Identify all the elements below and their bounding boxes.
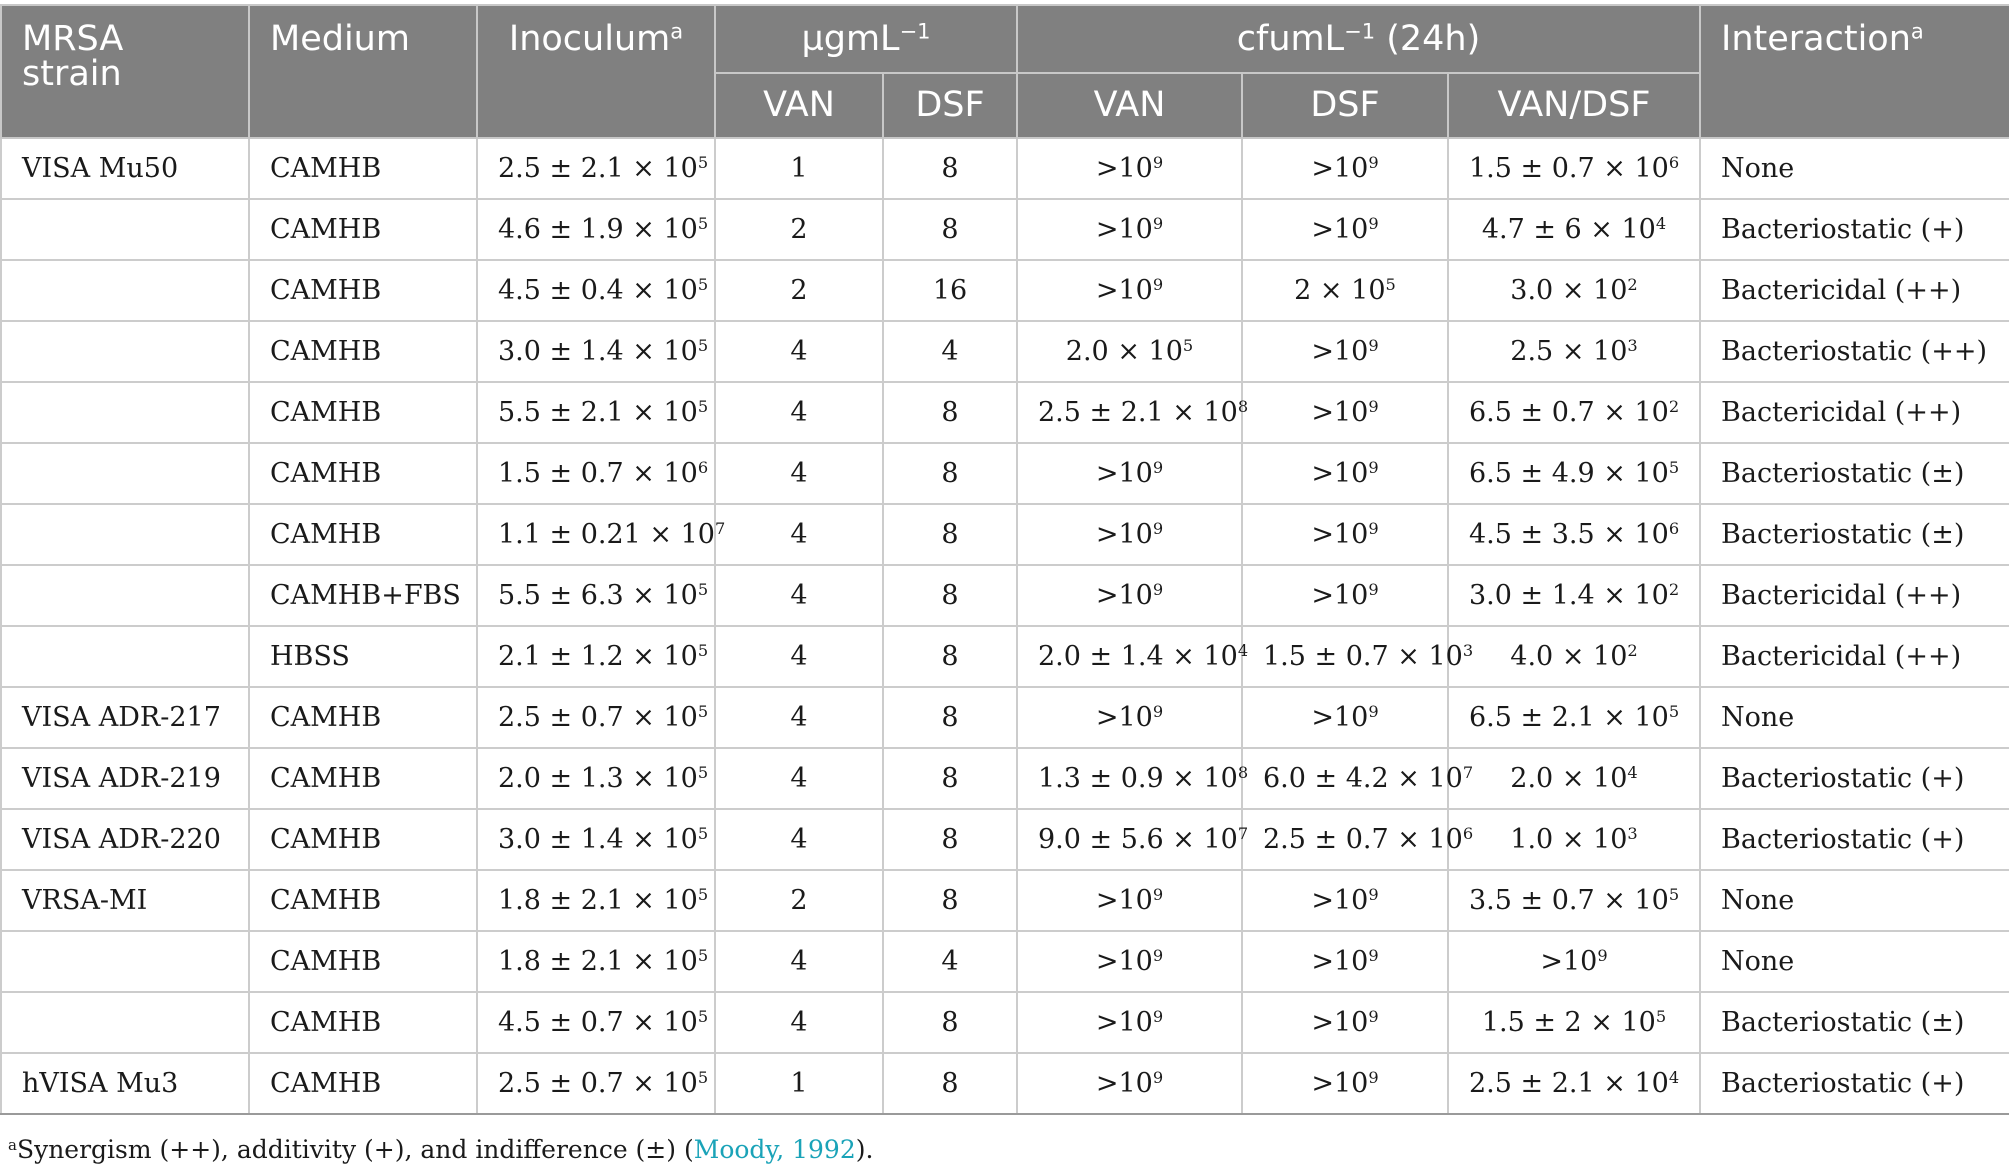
cell-van-cfu: $>10^9$ <box>1017 931 1242 992</box>
cell-medium: CAMHB+FBS <box>249 565 477 626</box>
cell-dsf-conc: 8 <box>883 199 1017 260</box>
cell-medium: CAMHB <box>249 260 477 321</box>
cell-inoculum: $2.5 \pm 0.7 \times 10^5$ <box>477 687 715 748</box>
table-footnote <box>8 1135 873 1164</box>
cell-inoculum: $1.8 \pm 2.1 \times 10^5$ <box>477 870 715 931</box>
cell-medium: CAMHB <box>249 748 477 809</box>
cell-combo-cfu: $>10^9$ <box>1448 931 1700 992</box>
footnote-marker: a <box>8 1135 17 1154</box>
cell-strain <box>1 260 249 321</box>
cell-strain <box>1 565 249 626</box>
cell-van-conc: 4 <box>715 626 883 687</box>
cell-medium: CAMHB <box>249 443 477 504</box>
table-body <box>1 138 2009 1114</box>
cell-interaction: Bactericidal (++) <box>1700 260 2009 321</box>
cell-inoculum: $1.8 \pm 2.1 \times 10^5$ <box>477 931 715 992</box>
cell-interaction: Bactericidal (++) <box>1700 565 2009 626</box>
cell-dsf-cfu: $>10^9$ <box>1242 687 1448 748</box>
cell-dsf-cfu: $>10^9$ <box>1242 992 1448 1053</box>
cell-van-cfu: $1.3 \pm 0.9 \times 10^8$ <box>1017 748 1242 809</box>
cell-combo-cfu: $3.0 \pm 1.4 \times 10^2$ <box>1448 565 1700 626</box>
table-row <box>1 748 2009 809</box>
cell-inoculum: $4.5 \pm 0.7 \times 10^5$ <box>477 992 715 1053</box>
cell-strain: VISA Mu50 <box>1 138 249 199</box>
cell-interaction: Bacteriostatic (+) <box>1700 199 2009 260</box>
cell-dsf-conc: 4 <box>883 931 1017 992</box>
cell-medium: CAMHB <box>249 504 477 565</box>
cell-dsf-cfu: $1.5 \pm 0.7 \times 10^3$ <box>1242 626 1448 687</box>
col-header-van-cfu: VAN <box>1017 73 1242 138</box>
cell-dsf-conc: 8 <box>883 687 1017 748</box>
cell-strain <box>1 199 249 260</box>
table-row <box>1 931 2009 992</box>
table-row <box>1 626 2009 687</box>
cell-strain: VRSA-MI <box>1 870 249 931</box>
cell-strain: VISA ADR-217 <box>1 687 249 748</box>
cell-dsf-conc: 8 <box>883 748 1017 809</box>
cell-van-cfu: $2.0 \times 10^5$ <box>1017 321 1242 382</box>
cell-combo-cfu: $2.0 \times 10^4$ <box>1448 748 1700 809</box>
cell-dsf-conc: 8 <box>883 1053 1017 1114</box>
cell-interaction: Bacteriostatic (+) <box>1700 748 2009 809</box>
cell-van-conc: 4 <box>715 565 883 626</box>
table-header <box>1 5 2009 138</box>
table-row <box>1 321 2009 382</box>
col-header-strain: MRSA strain <box>1 5 249 138</box>
col-group-concentration: µgmL$^{-1}$ <box>715 5 1017 73</box>
table-row <box>1 565 2009 626</box>
cell-van-cfu: $>10^9$ <box>1017 1053 1242 1114</box>
cell-dsf-cfu: $>10^9$ <box>1242 138 1448 199</box>
cell-van-cfu: $>10^9$ <box>1017 443 1242 504</box>
cell-van-conc: 1 <box>715 1053 883 1114</box>
cell-van-cfu: $>10^9$ <box>1017 199 1242 260</box>
cell-dsf-cfu: $2.5 \pm 0.7 \times 10^6$ <box>1242 809 1448 870</box>
cell-dsf-cfu: $>10^9$ <box>1242 321 1448 382</box>
cell-dsf-cfu: $2 \times 10^5$ <box>1242 260 1448 321</box>
cell-inoculum: $2.0 \pm 1.3 \times 10^5$ <box>477 748 715 809</box>
cell-medium: HBSS <box>249 626 477 687</box>
col-group-cfu: cfumL$^{-1}$ (24h) <box>1017 5 1700 73</box>
cell-interaction: Bactericidal (++) <box>1700 382 2009 443</box>
table-row <box>1 260 2009 321</box>
cell-van-conc: 4 <box>715 992 883 1053</box>
table-row <box>1 992 2009 1053</box>
cell-dsf-conc: 8 <box>883 992 1017 1053</box>
cell-combo-cfu: $2.5 \times 10^3$ <box>1448 321 1700 382</box>
cell-medium: CAMHB <box>249 199 477 260</box>
cell-van-conc: 4 <box>715 809 883 870</box>
cell-strain <box>1 626 249 687</box>
cell-van-conc: 4 <box>715 687 883 748</box>
table-row <box>1 443 2009 504</box>
cell-van-conc: 2 <box>715 870 883 931</box>
cell-medium: CAMHB <box>249 931 477 992</box>
cell-dsf-conc: 8 <box>883 870 1017 931</box>
cell-interaction: None <box>1700 687 2009 748</box>
table-row <box>1 809 2009 870</box>
cell-interaction: None <box>1700 870 2009 931</box>
cell-interaction: Bacteriostatic (+) <box>1700 809 2009 870</box>
cell-interaction: Bacteriostatic (±) <box>1700 443 2009 504</box>
cell-dsf-conc: 8 <box>883 565 1017 626</box>
table-row <box>1 504 2009 565</box>
cell-inoculum: $1.5 \pm 0.7 \times 10^6$ <box>477 443 715 504</box>
table-row <box>1 138 2009 199</box>
cell-inoculum: $2.1 \pm 1.2 \times 10^5$ <box>477 626 715 687</box>
cell-interaction: Bacteriostatic (+) <box>1700 1053 2009 1114</box>
cell-combo-cfu: $3.0 \times 10^2$ <box>1448 260 1700 321</box>
cell-interaction: Bacteriostatic (±) <box>1700 504 2009 565</box>
table-row <box>1 382 2009 443</box>
cell-van-cfu: $>10^9$ <box>1017 687 1242 748</box>
col-header-dsf-cfu: DSF <box>1242 73 1448 138</box>
cell-van-cfu: $2.5 \pm 2.1 \times 10^8$ <box>1017 382 1242 443</box>
cell-van-conc: 4 <box>715 504 883 565</box>
cell-combo-cfu: $6.5 \pm 0.7 \times 10^2$ <box>1448 382 1700 443</box>
cell-combo-cfu: $6.5 \pm 2.1 \times 10^5$ <box>1448 687 1700 748</box>
cell-combo-cfu: $1.5 \pm 2 \times 10^5$ <box>1448 992 1700 1053</box>
cell-inoculum: $5.5 \pm 2.1 \times 10^5$ <box>477 382 715 443</box>
cell-medium: CAMHB <box>249 992 477 1053</box>
cell-dsf-cfu: $6.0 \pm 4.2 \times 10^7$ <box>1242 748 1448 809</box>
footnote-end: ). <box>855 1135 874 1164</box>
cell-medium: CAMHB <box>249 138 477 199</box>
cell-van-conc: 4 <box>715 748 883 809</box>
table-row <box>1 199 2009 260</box>
cell-dsf-cfu: $>10^9$ <box>1242 565 1448 626</box>
cell-medium: CAMHB <box>249 870 477 931</box>
cell-interaction: Bacteriostatic (±) <box>1700 992 2009 1053</box>
cell-strain <box>1 443 249 504</box>
cell-van-cfu: $>10^9$ <box>1017 992 1242 1053</box>
cell-combo-cfu: $4.0 \times 10^2$ <box>1448 626 1700 687</box>
cell-combo-cfu: $4.7 \pm 6 \times 10^4$ <box>1448 199 1700 260</box>
table-row <box>1 687 2009 748</box>
cell-medium: CAMHB <box>249 687 477 748</box>
cell-inoculum: $4.6 \pm 1.9 \times 10^5$ <box>477 199 715 260</box>
cell-van-conc: 4 <box>715 931 883 992</box>
cell-combo-cfu: $1.5 \pm 0.7 \times 10^6$ <box>1448 138 1700 199</box>
col-header-inoculum: Inoculum$^a$ <box>477 5 715 138</box>
cell-strain <box>1 321 249 382</box>
cell-dsf-cfu: $>10^9$ <box>1242 1053 1448 1114</box>
cell-van-conc: 4 <box>715 443 883 504</box>
col-header-interaction: Interaction$^a$ <box>1700 5 2009 138</box>
cell-van-cfu: $>10^9$ <box>1017 260 1242 321</box>
cell-combo-cfu: $4.5 \pm 3.5 \times 10^6$ <box>1448 504 1700 565</box>
cell-van-conc: 2 <box>715 199 883 260</box>
cell-medium: CAMHB <box>249 1053 477 1114</box>
cell-medium: CAMHB <box>249 321 477 382</box>
cell-dsf-conc: 8 <box>883 138 1017 199</box>
cell-strain: VISA ADR-219 <box>1 748 249 809</box>
cell-dsf-conc: 8 <box>883 626 1017 687</box>
cell-combo-cfu: $6.5 \pm 4.9 \times 10^5$ <box>1448 443 1700 504</box>
cell-strain <box>1 931 249 992</box>
cell-dsf-conc: 16 <box>883 260 1017 321</box>
cell-dsf-cfu: $>10^9$ <box>1242 443 1448 504</box>
col-header-dsf-conc: DSF <box>883 73 1017 138</box>
cell-van-cfu: $>10^9$ <box>1017 565 1242 626</box>
col-header-combo-cfu: VAN/DSF <box>1448 73 1700 138</box>
footnote-reference-link[interactable]: Moody, 1992 <box>693 1135 856 1164</box>
cell-van-cfu: $>10^9$ <box>1017 138 1242 199</box>
cell-dsf-conc: 8 <box>883 504 1017 565</box>
cell-van-conc: 4 <box>715 321 883 382</box>
cell-dsf-cfu: $>10^9$ <box>1242 199 1448 260</box>
cell-interaction: None <box>1700 931 2009 992</box>
footnote-text: Synergism (++), additivity (+), and indifference (±) ( <box>16 1135 694 1164</box>
cell-combo-cfu: $1.0 \times 10^3$ <box>1448 809 1700 870</box>
cell-van-conc: 1 <box>715 138 883 199</box>
table-row <box>1 1053 2009 1114</box>
cell-combo-cfu: $3.5 \pm 0.7 \times 10^5$ <box>1448 870 1700 931</box>
cell-combo-cfu: $2.5 \pm 2.1 \times 10^4$ <box>1448 1053 1700 1114</box>
cell-van-cfu: $9.0 \pm 5.6 \times 10^7$ <box>1017 809 1242 870</box>
cell-strain: VISA ADR-220 <box>1 809 249 870</box>
cell-strain <box>1 382 249 443</box>
cell-dsf-cfu: $>10^9$ <box>1242 870 1448 931</box>
cell-van-conc: 4 <box>715 382 883 443</box>
cell-dsf-conc: 8 <box>883 809 1017 870</box>
cell-van-conc: 2 <box>715 260 883 321</box>
cell-dsf-cfu: $>10^9$ <box>1242 504 1448 565</box>
cell-dsf-conc: 8 <box>883 382 1017 443</box>
cell-interaction: Bactericidal (++) <box>1700 626 2009 687</box>
cell-inoculum: $2.5 \pm 2.1 \times 10^5$ <box>477 138 715 199</box>
col-header-medium: Medium <box>249 5 477 138</box>
cell-inoculum: $4.5 \pm 0.4 \times 10^5$ <box>477 260 715 321</box>
cell-inoculum: $3.0 \pm 1.4 \times 10^5$ <box>477 809 715 870</box>
cell-van-cfu: $2.0 \pm 1.4 \times 10^4$ <box>1017 626 1242 687</box>
cell-van-cfu: $>10^9$ <box>1017 870 1242 931</box>
cell-inoculum: $1.1 \pm 0.21 \times 10^7$ <box>477 504 715 565</box>
results-table <box>0 4 2009 1115</box>
cell-strain <box>1 504 249 565</box>
cell-interaction: None <box>1700 138 2009 199</box>
cell-dsf-cfu: $>10^9$ <box>1242 382 1448 443</box>
table-row <box>1 870 2009 931</box>
col-header-van-conc: VAN <box>715 73 883 138</box>
cell-strain: hVISA Mu3 <box>1 1053 249 1114</box>
cell-medium: CAMHB <box>249 809 477 870</box>
cell-interaction: Bacteriostatic (++) <box>1700 321 2009 382</box>
cell-inoculum: $2.5 \pm 0.7 \times 10^5$ <box>477 1053 715 1114</box>
cell-dsf-cfu: $>10^9$ <box>1242 931 1448 992</box>
cell-medium: CAMHB <box>249 382 477 443</box>
cell-inoculum: $5.5 \pm 6.3 \times 10^5$ <box>477 565 715 626</box>
cell-inoculum: $3.0 \pm 1.4 \times 10^5$ <box>477 321 715 382</box>
cell-dsf-conc: 4 <box>883 321 1017 382</box>
cell-dsf-conc: 8 <box>883 443 1017 504</box>
cell-strain <box>1 992 249 1053</box>
cell-van-cfu: $>10^9$ <box>1017 504 1242 565</box>
